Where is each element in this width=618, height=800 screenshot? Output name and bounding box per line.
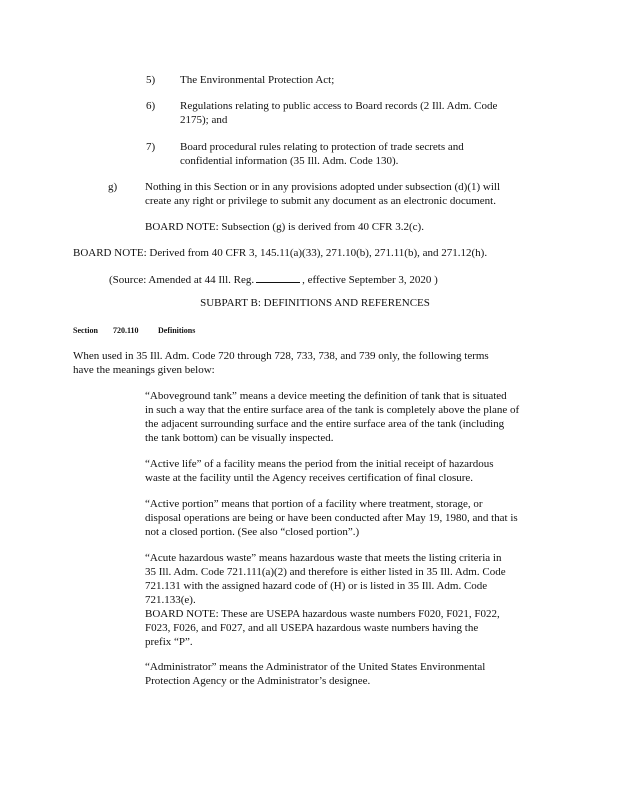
definition-line: “Aboveground tank” means a device meeting the definition of tank that is situated xyxy=(145,390,507,402)
definition-line: the tank bottom) can be visually inspected. xyxy=(145,432,334,444)
section-heading xyxy=(73,324,195,338)
definition-line: 721.133(e). xyxy=(145,594,196,606)
list-item-line: Regulations relating to public access to Board records (2 Ill. Adm. Code xyxy=(180,100,498,112)
source-note xyxy=(109,272,438,287)
list-item-line: confidential information (35 Ill. Adm. Code 130). xyxy=(180,155,399,167)
definition-line: disposal operations are being or have been conducted after May 19, 1980, and that is xyxy=(145,512,518,524)
list-item-number: 6) xyxy=(146,100,156,112)
intro-line: When used in 35 Ill. Adm. Code 720 through 728, 733, 738, and 739 only, the following terms xyxy=(73,350,489,362)
section-title: Definitions xyxy=(158,326,196,335)
section-label: Section xyxy=(73,326,98,335)
definition-line: “Active life” of a facility means the period from the initial receipt of hazardous xyxy=(145,458,494,470)
source-prefix: (Source: Amended at 44 Ill. Reg. xyxy=(109,274,255,286)
definition-line: “Active portion” means that portion of a facility where treatment, storage, or xyxy=(145,498,483,510)
definition-line: 35 Ill. Adm. Code 721.111(a)(2) and therefore is either listed in 35 Ill. Adm. Code xyxy=(145,566,506,578)
definition-acute-hazardous-waste xyxy=(145,551,506,649)
board-note-line: F023, F026, and F027, and all USEPA hazardous waste numbers having the xyxy=(145,622,479,634)
section-number: 720.110 xyxy=(113,326,139,335)
subsection-line: Nothing in this Section or in any provisions adopted under subsection (d)(1) will xyxy=(145,181,501,193)
definition-line: in such a way that the entire surface area of the tank is completely above the plane of xyxy=(145,404,520,416)
subsection-line: create any right or privilege to submit any document as an electronic document. xyxy=(145,195,496,207)
subsection-label: g) xyxy=(108,181,118,193)
definition-line: Protection Agency or the Administrator’s designee. xyxy=(145,675,371,687)
definition-aboveground-tank xyxy=(145,389,519,445)
list-item-line: The Environmental Protection Act; xyxy=(180,74,335,86)
intro-paragraph xyxy=(73,349,489,377)
definition-line: waste at the facility until the Agency receives certification of final closure. xyxy=(145,472,474,484)
intro-line: have the meanings given below: xyxy=(73,364,215,376)
definition-line: not a closed portion. (See also “closed portion”.) xyxy=(145,526,360,538)
subpart-heading: SUBPART B: DEFINITIONS AND REFERENCES xyxy=(200,297,430,309)
definition-line: the adjacent surrounding surface and the entire surface area of the tank (including xyxy=(145,418,505,430)
source-suffix: , effective September 3, 2020 ) xyxy=(302,274,438,286)
list-item-number: 7) xyxy=(146,141,156,153)
board-note-subsection-g: BOARD NOTE: Subsection (g) is derived from 40 CFR 3.2(c). xyxy=(145,221,424,233)
board-note-line: prefix “P”. xyxy=(145,636,193,648)
definition-active-life xyxy=(145,457,494,485)
board-note-line: BOARD NOTE: These are USEPA hazardous waste numbers F020, F021, F022, xyxy=(145,608,500,620)
definition-line: “Administrator” means the Administrator of the United States Environmental xyxy=(145,661,486,673)
definition-line: “Acute hazardous waste” means hazardous waste that meets the listing criteria in xyxy=(145,552,502,564)
blank-field-line xyxy=(256,272,300,283)
list-item-line: 2175); and xyxy=(180,114,228,126)
definition-active-portion xyxy=(145,497,518,539)
list-item-line: Board procedural rules relating to protection of trade secrets and xyxy=(180,141,464,153)
definition-administrator xyxy=(145,660,485,688)
list-item-number: 5) xyxy=(146,74,156,86)
definition-line: 721.131 with the assigned hazard code of (H) or is listed in 35 Ill. Adm. Code xyxy=(145,580,488,592)
board-note-derived: BOARD NOTE: Derived from 40 CFR 3, 145.11(a)(33), 271.10(b), 271.11(b), and 271.12(h). xyxy=(73,247,488,259)
